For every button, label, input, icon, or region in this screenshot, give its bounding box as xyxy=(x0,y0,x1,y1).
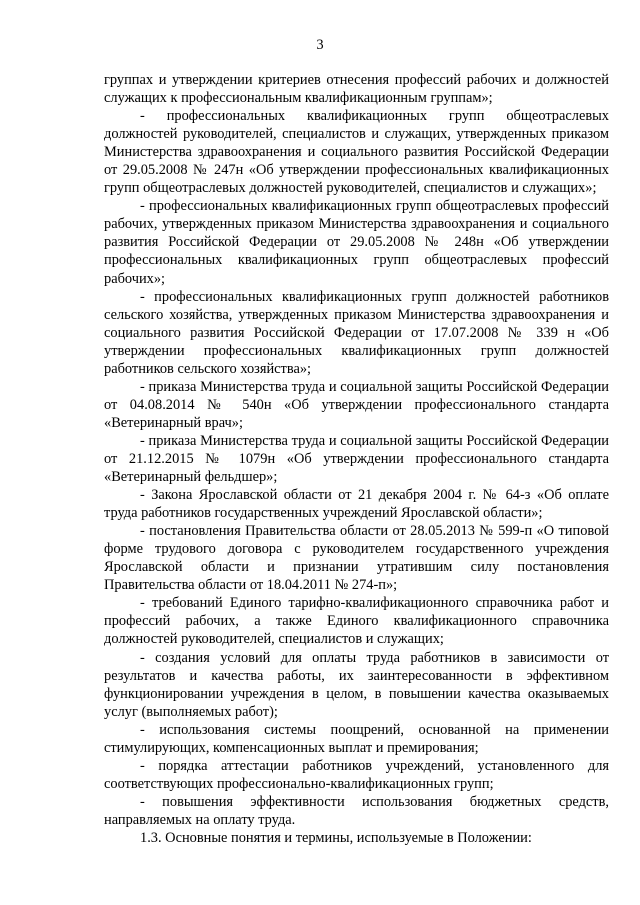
list-item-vet-assistant-standard: - приказа Министерства труда и социальной защиты Российской Федерации от 21.12.2015 № 1079н «Об утверждении профессионального стандарта «Ветеринарный фельдшер»; xyxy=(104,432,609,486)
document-body xyxy=(104,71,609,847)
list-item-general-workers: - профессиональных квалификационных групп общеотраслевых профессий рабочих, утвержденных приказом Министерства здравоохранения и социального развития Российской Федерации от 29.05.2008 № 248н «Об утверждении профессиональных квалификационных групп общеотраслевых профессий рабочих»; xyxy=(104,198,609,287)
list-item-budget-efficiency: - повышения эффективности использования бюджетных средств, направляемых на оплату труда. xyxy=(104,793,609,828)
list-item-agriculture: - профессиональных квалификационных групп должностей работников сельского хозяйства, утвержденных приказом Министерства здравоохранения и социального развития Российской Федерации от 17.07.2008 № 339 н «Об утверждении профессиональных квалификационных групп должностей работников сельского хозяйства»; xyxy=(104,288,609,377)
list-item-incentives: - использования системы поощрений, основанной на применении стимулирующих, компенсационных выплат и премирования; xyxy=(104,721,609,756)
paragraph-continuation: группах и утверждении критериев отнесения профессий рабочих и должностей служащих к профессиональным квалификационным группам»; xyxy=(104,72,609,107)
list-item-vet-doctor-standard: - приказа Министерства труда и социальной защиты Российской Федерации от 04.08.2014 № 540н «Об утверждении профессионального стандарта «Ветеринарный врач»; xyxy=(104,378,609,431)
list-item-government-resolution: - постановления Правительства области от 28.05.2013 № 599-п «О типовой форме трудового договора с руководителем государственного учреждения Ярославской области и признании утратившим силу постановления Правительства области от 18.04.2011 № 274-п»; xyxy=(104,523,609,594)
page-number: 3 xyxy=(316,37,324,53)
list-item-general-managers: - профессиональных квалификационных групп общеотраслевых должностей руководителей, специалистов и служащих, утвержденных приказом Министерства здравоохранения и социального развития Российской Федерации от 29.05.2008 № 247н «Об утверждении профессиональных квалификационных групп общеотраслевых должностей руководителей, специалистов и служащих»; xyxy=(104,108,609,197)
list-item-regional-law: - Закона Ярославской области от 21 декабря 2004 г. № 64-з «Об оплате труда работников государственных учреждений Ярославской области»; xyxy=(104,487,609,522)
list-item-qualification-handbook: - требований Единого тарифно-квалификационного справочника работ и профессий рабочих, а также Единого квалификационного справочника должностей руководителей, специалистов и служащих; xyxy=(104,595,609,648)
section-heading-1-3: 1.3. Основные понятия и термины, используемые в Положении: xyxy=(140,829,532,846)
list-item-attestation: - порядка аттестации работников учреждений, установленного для соответствующих профессионально-квалификационных групп; xyxy=(104,757,609,792)
list-item-pay-conditions: - создания условий для оплаты труда работников в зависимости от результатов и качества работы, их заинтересованности в эффективном функционировании учреждения в целом, в повышении качества оказываемых услуг (выполняемых работ); xyxy=(104,649,609,720)
